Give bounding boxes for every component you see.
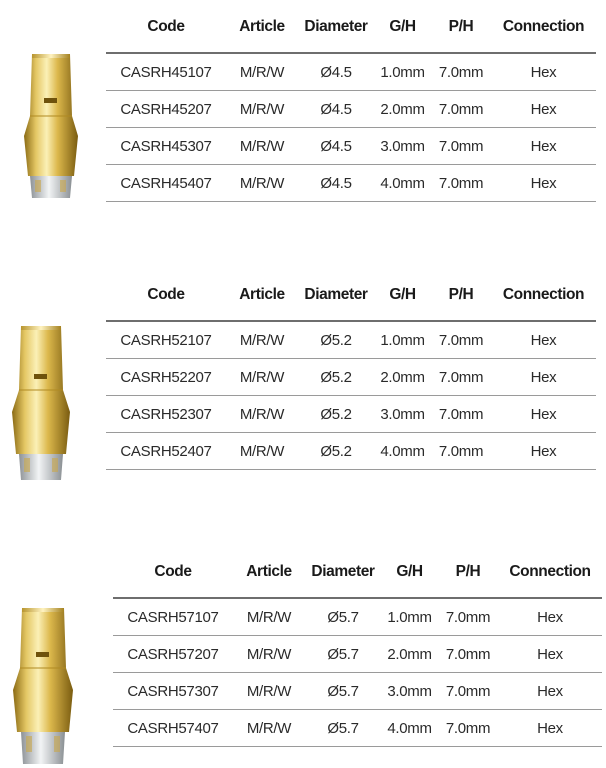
column-header-article: Article: [246, 563, 292, 580]
cell-connection: Hex: [491, 359, 596, 396]
cell-gh: 4.0mm: [374, 433, 431, 470]
abutment-table-3: [113, 547, 602, 747]
cell-ph: 7.0mm: [431, 165, 491, 202]
cell-diameter: Ø5.7: [305, 598, 381, 636]
column-header-connection: Connection: [502, 286, 585, 303]
cell-connection: Hex: [498, 710, 602, 747]
cell-code: CASRH45307: [106, 128, 226, 165]
cell-article: M/R/W: [226, 91, 298, 128]
cell-article: M/R/W: [226, 128, 298, 165]
cell-diameter: Ø4.5: [298, 53, 374, 91]
table-row: [106, 53, 596, 91]
cell-connection: Hex: [491, 396, 596, 433]
cell-diameter: Ø5.2: [298, 321, 374, 359]
cell-gh: 1.0mm: [374, 53, 431, 91]
cell-code: CASRH45107: [106, 53, 226, 91]
cell-code: CASRH57407: [113, 710, 233, 747]
cell-code: CASRH45407: [106, 165, 226, 202]
cell-article: M/R/W: [226, 359, 298, 396]
cell-ph: 7.0mm: [438, 673, 498, 710]
cell-code: CASRH52407: [106, 433, 226, 470]
table-row: [113, 636, 602, 673]
table-row: [113, 598, 602, 636]
table-row: [106, 165, 596, 202]
cell-connection: Hex: [498, 636, 602, 673]
cell-diameter: Ø4.5: [298, 91, 374, 128]
column-header-ph: P/H: [448, 286, 474, 303]
column-header-gh: G/H: [389, 286, 416, 303]
cell-diameter: Ø5.2: [298, 359, 374, 396]
cell-connection: Hex: [491, 91, 596, 128]
cell-ph: 7.0mm: [438, 636, 498, 673]
column-header-code: Code: [154, 563, 192, 580]
cell-diameter: Ø4.5: [298, 165, 374, 202]
table-header-row: [106, 2, 596, 53]
column-header-diameter: Diameter: [311, 563, 375, 580]
cell-connection: Hex: [491, 433, 596, 470]
column-header-connection: Connection: [509, 563, 591, 580]
cell-article: M/R/W: [233, 598, 305, 636]
cell-diameter: Ø5.7: [305, 710, 381, 747]
cell-article: M/R/W: [226, 165, 298, 202]
column-header-diameter: Diameter: [304, 18, 368, 35]
table-row: [113, 710, 602, 747]
cell-ph: 7.0mm: [431, 128, 491, 165]
cell-gh: 2.0mm: [374, 91, 431, 128]
table-header-row: [113, 547, 602, 598]
cell-connection: Hex: [498, 598, 602, 636]
table-row: [113, 673, 602, 710]
cell-diameter: Ø5.7: [305, 673, 381, 710]
cell-gh: 3.0mm: [374, 396, 431, 433]
cell-ph: 7.0mm: [431, 53, 491, 91]
cell-article: M/R/W: [226, 433, 298, 470]
cell-ph: 7.0mm: [431, 396, 491, 433]
column-header-diameter: Diameter: [304, 286, 368, 303]
cell-ph: 7.0mm: [431, 91, 491, 128]
column-header-code: Code: [147, 18, 185, 35]
cell-ph: 7.0mm: [438, 598, 498, 636]
table-header-row: [106, 270, 596, 321]
abutment-image-1: [18, 48, 84, 208]
cell-connection: Hex: [491, 128, 596, 165]
cell-code: CASRH52307: [106, 396, 226, 433]
cell-gh: 2.0mm: [374, 359, 431, 396]
cell-ph: 7.0mm: [438, 710, 498, 747]
cell-ph: 7.0mm: [431, 359, 491, 396]
table-row: [106, 396, 596, 433]
cell-gh: 4.0mm: [374, 165, 431, 202]
cell-article: M/R/W: [226, 53, 298, 91]
table-row: [106, 128, 596, 165]
cell-gh: 1.0mm: [381, 598, 438, 636]
column-header-gh: G/H: [389, 18, 416, 35]
cell-article: M/R/W: [226, 396, 298, 433]
cell-connection: Hex: [491, 321, 596, 359]
cell-code: CASRH45207: [106, 91, 226, 128]
cell-gh: 4.0mm: [381, 710, 438, 747]
cell-gh: 3.0mm: [374, 128, 431, 165]
cell-code: CASRH52107: [106, 321, 226, 359]
table-row: [106, 91, 596, 128]
cell-article: M/R/W: [233, 636, 305, 673]
cell-code: CASRH57207: [113, 636, 233, 673]
abutment-image-2: [8, 320, 74, 486]
cell-diameter: Ø5.2: [298, 433, 374, 470]
table-row: [106, 321, 596, 359]
cell-code: CASRH57307: [113, 673, 233, 710]
column-header-gh: G/H: [396, 563, 423, 580]
cell-article: M/R/W: [233, 710, 305, 747]
cell-ph: 7.0mm: [431, 433, 491, 470]
cell-connection: Hex: [498, 673, 602, 710]
cell-diameter: Ø5.7: [305, 636, 381, 673]
cell-code: CASRH57107: [113, 598, 233, 636]
table-row: [106, 359, 596, 396]
cell-article: M/R/W: [226, 321, 298, 359]
cell-gh: 2.0mm: [381, 636, 438, 673]
abutment-table-1: [106, 2, 596, 202]
column-header-ph: P/H: [448, 18, 474, 35]
cell-connection: Hex: [491, 165, 596, 202]
cell-connection: Hex: [491, 53, 596, 91]
column-header-article: Article: [239, 286, 285, 303]
cell-code: CASRH52207: [106, 359, 226, 396]
column-header-article: Article: [239, 18, 285, 35]
column-header-code: Code: [147, 286, 185, 303]
column-header-ph: P/H: [455, 563, 481, 580]
abutment-image-3: [10, 604, 76, 768]
abutment-table-2: [106, 270, 596, 470]
column-header-connection: Connection: [502, 18, 585, 35]
cell-ph: 7.0mm: [431, 321, 491, 359]
cell-diameter: Ø5.2: [298, 396, 374, 433]
cell-diameter: Ø4.5: [298, 128, 374, 165]
cell-gh: 1.0mm: [374, 321, 431, 359]
cell-article: M/R/W: [233, 673, 305, 710]
cell-gh: 3.0mm: [381, 673, 438, 710]
table-row: [106, 433, 596, 470]
